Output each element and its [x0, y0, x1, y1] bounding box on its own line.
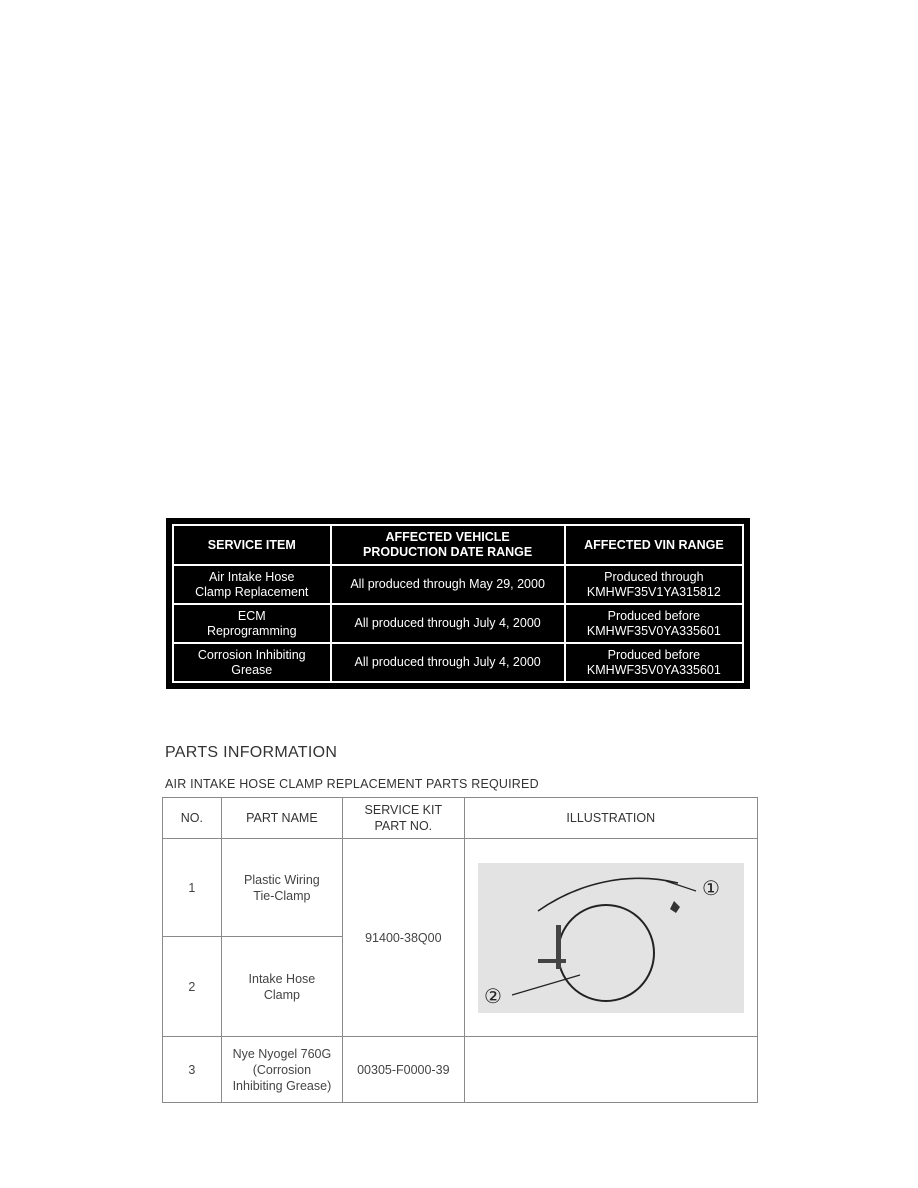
service-item-cell: Corrosion Inhibiting Grease	[173, 643, 331, 682]
parts-subheading: AIR INTAKE HOSE CLAMP REPLACEMENT PARTS REQUIRED	[165, 777, 539, 791]
part-no-cell: 2	[163, 937, 222, 1037]
part-name-cell: Nye Nyogel 760G (Corrosion Inhibiting Grease)	[221, 1037, 342, 1103]
illustration-cell	[464, 839, 757, 1037]
kit-part-no-cell: 91400-38Q00	[343, 839, 464, 1037]
table-row	[163, 839, 758, 937]
date-range-cell: All produced through July 4, 2000	[331, 604, 565, 643]
table-row	[163, 1037, 758, 1103]
service-item-cell: ECM Reprogramming	[173, 604, 331, 643]
table-row	[173, 604, 743, 643]
header-no: NO.	[163, 798, 222, 839]
tie-clamp-icon	[670, 901, 680, 913]
clamp-tab-icon	[538, 959, 566, 963]
callout-leader-1	[666, 881, 696, 891]
hose-clamp-ring-icon	[558, 905, 654, 1001]
part-name-cell: Intake Hose Clamp	[221, 937, 342, 1037]
header-production-date-range: AFFECTED VEHICLE PRODUCTION DATE RANGE	[331, 525, 565, 565]
service-item-cell: Air Intake Hose Clamp Replacement	[173, 565, 331, 604]
clamp-diagram	[478, 863, 744, 1013]
date-range-cell: All produced through May 29, 2000	[331, 565, 565, 604]
part-no-cell: 1	[163, 839, 222, 937]
service-table-header	[173, 525, 743, 565]
vin-range-cell: Produced before KMHWF35V0YA335601	[565, 604, 743, 643]
hose-clamp-illustration	[478, 863, 744, 1013]
callout-2: ②	[483, 983, 502, 1008]
callout-1: ①	[701, 875, 720, 900]
service-table-panel	[166, 518, 750, 689]
parts-table	[162, 797, 758, 1103]
service-table	[172, 524, 744, 683]
header-service-kit: SERVICE KIT PART NO.	[343, 798, 464, 839]
vin-range-cell: Produced before KMHWF35V0YA335601	[565, 643, 743, 682]
table-row	[173, 643, 743, 682]
header-illustration: ILLUSTRATION	[464, 798, 757, 839]
header-vin-range: AFFECTED VIN RANGE	[565, 525, 743, 565]
header-part-name: PART NAME	[221, 798, 342, 839]
part-no-cell: 3	[163, 1037, 222, 1103]
table-row	[173, 565, 743, 604]
parts-heading: PARTS INFORMATION	[165, 744, 338, 761]
wiring-line	[538, 878, 678, 911]
header-service-item: SERVICE ITEM	[173, 525, 331, 565]
date-range-cell: All produced through July 4, 2000	[331, 643, 565, 682]
vin-range-cell: Produced through KMHWF35V1YA315812	[565, 565, 743, 604]
part-name-cell: Plastic Wiring Tie-Clamp	[221, 839, 342, 937]
illustration-cell-empty	[464, 1037, 757, 1103]
kit-part-no-cell: 00305-F0000-39	[343, 1037, 464, 1103]
parts-table-header	[163, 798, 758, 839]
